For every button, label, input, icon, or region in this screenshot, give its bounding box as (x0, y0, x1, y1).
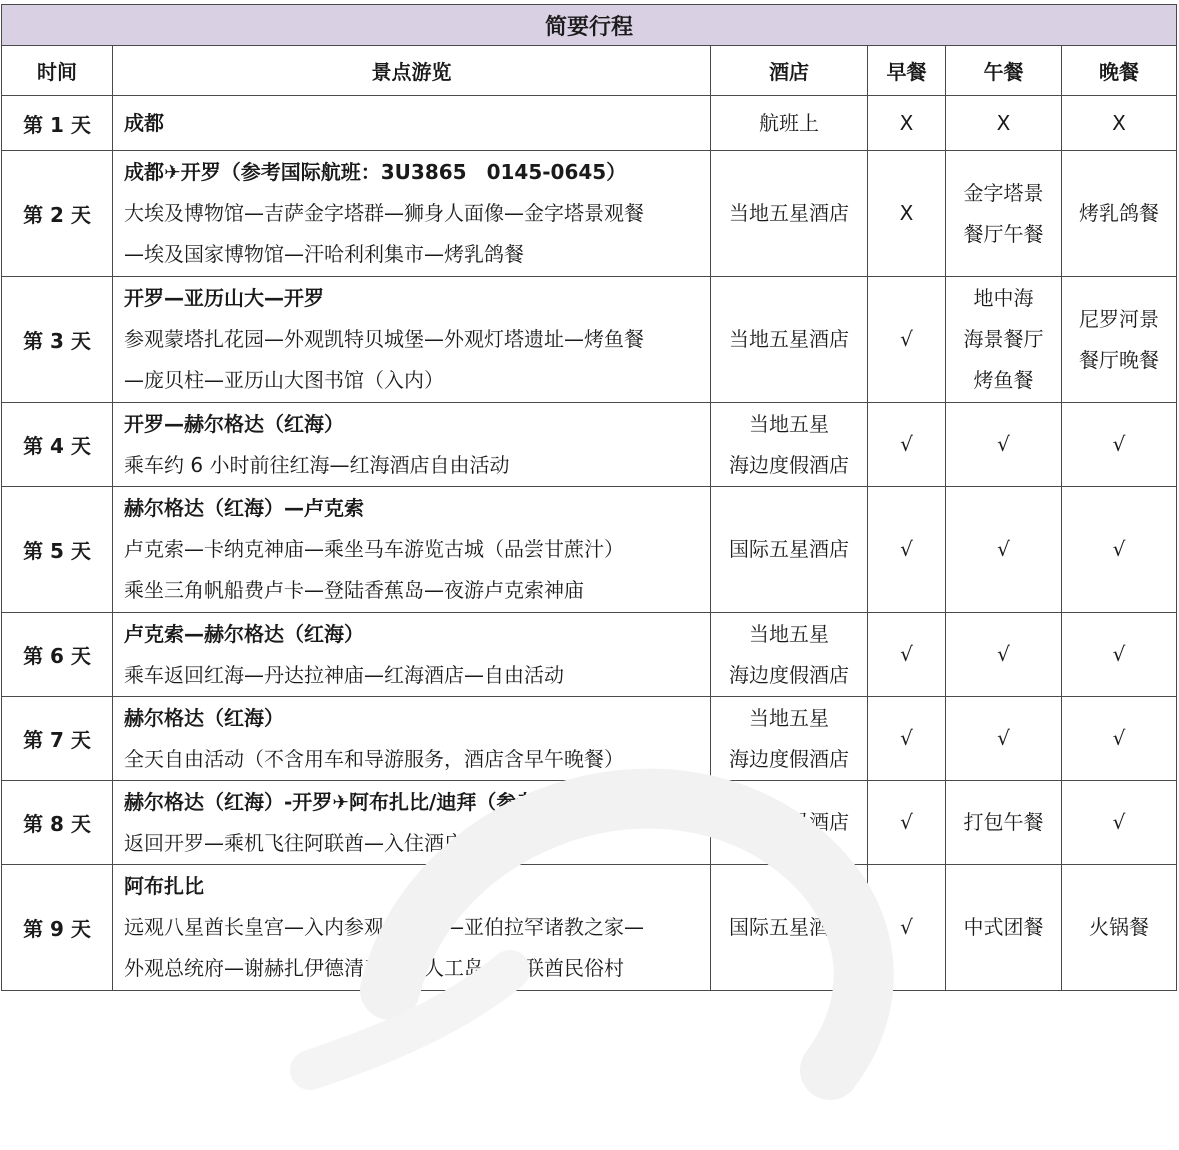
breakfast-cell (868, 403, 946, 487)
dinner-cell (1062, 403, 1177, 487)
table-row (2, 613, 1177, 697)
header-sights: 景点游览 (113, 46, 711, 96)
dinner-text: √ (1112, 537, 1126, 561)
route-line: 卢克索—卡纳克神庙—乘坐马车游览古城（品尝甘蔗汁） (124, 537, 624, 561)
sights-cell (113, 487, 711, 613)
hotel-cell (711, 403, 868, 487)
route-line: —庞贝柱—亚历山大图书馆（入内） (124, 368, 444, 392)
route-title: 成都 (124, 110, 164, 135)
itinerary-body (2, 96, 1177, 991)
dinner-text: √ (1112, 642, 1126, 666)
route-line: 外观总统府—谢赫扎伊德清真寺—人工岛—阿联酋民俗村 (124, 956, 624, 980)
lunch-text: √ (997, 642, 1010, 666)
dinner-text: 尼罗河景 (1079, 306, 1160, 331)
route-title: 成都✈开罗（参考国际航班：3U3865 0145-0645） (124, 160, 627, 184)
dinner-text: X (1112, 110, 1126, 135)
breakfast-cell (868, 697, 946, 781)
hotel-text: 海边度假酒店 (729, 662, 849, 687)
hotel-cell (711, 277, 868, 403)
lunch-text: 金字塔景 (963, 180, 1044, 205)
route-line: 大埃及博物馆—吉萨金字塔群—狮身人面像—金字塔景观餐 (124, 201, 644, 225)
dinner-cell (1062, 697, 1177, 781)
route-line: 参观蒙塔扎花园—外观凯特贝城堡—外观灯塔遗址—烤鱼餐 (124, 327, 644, 351)
lunch-text: X (996, 110, 1011, 135)
route-title: 赫尔格达（红海）-开罗✈阿布扎比/迪拜（参考航班：待告 ） (124, 789, 664, 814)
day-label: 第 9 天 (23, 917, 91, 941)
route-line: 乘车返回红海—丹达拉神庙—红海酒店—自由活动 (124, 662, 564, 687)
route-title: 赫尔格达（红海） (124, 705, 284, 730)
hotel-text: 当地五星 (749, 621, 829, 646)
dinner-cell (1062, 865, 1177, 991)
hotel-text: 海边度假酒店 (729, 746, 849, 771)
route-title: 开罗—赫尔格达（红海） (124, 411, 344, 436)
dinner-text: √ (1112, 432, 1126, 456)
itinerary-table (1, 4, 1177, 991)
dinner-text: 烤乳鸽餐 (1079, 201, 1160, 225)
hotel-text: 当地五星酒店 (729, 201, 849, 225)
table-row (2, 151, 1177, 277)
breakfast-text: √ (900, 810, 913, 834)
hotel-cell (711, 487, 868, 613)
route-line: 乘车约 6 小时前往红海—红海酒店自由活动 (124, 452, 510, 477)
table-row (2, 487, 1177, 613)
lunch-text: 餐厅午餐 (963, 221, 1044, 246)
route-title: 赫尔格达（红海）—卢克索 (124, 496, 364, 520)
table-row (2, 697, 1177, 781)
hotel-text: 国际五星酒店 (729, 810, 849, 834)
hotel-cell (711, 96, 868, 151)
header-breakfast: 早餐 (868, 46, 946, 96)
day-cell (2, 865, 113, 991)
sights-cell (113, 697, 711, 781)
breakfast-cell (868, 96, 946, 151)
table-row (2, 781, 1177, 865)
lunch-cell (946, 613, 1062, 697)
breakfast-text: √ (900, 327, 913, 351)
day-label: 第 4 天 (23, 434, 91, 458)
breakfast-text: √ (900, 915, 913, 939)
lunch-text: √ (997, 432, 1010, 456)
day-label: 第 5 天 (23, 539, 91, 563)
day-cell (2, 781, 113, 865)
lunch-cell (946, 277, 1062, 403)
header-lunch: 午餐 (946, 46, 1062, 96)
lunch-text: 烤鱼餐 (973, 368, 1034, 392)
hotel-text: 国际五星酒店 (729, 537, 849, 561)
day-cell (2, 277, 113, 403)
dinner-cell (1062, 96, 1177, 151)
lunch-cell (946, 781, 1062, 865)
header-time: 时间 (2, 46, 113, 96)
dinner-cell (1062, 781, 1177, 865)
hotel-text: 当地五星 (749, 411, 829, 436)
table-row (2, 96, 1177, 151)
lunch-text: 海景餐厅 (963, 327, 1044, 351)
sights-cell (113, 613, 711, 697)
day-label: 第 7 天 (23, 728, 91, 752)
dinner-cell (1062, 613, 1177, 697)
day-label: 第 6 天 (23, 644, 91, 668)
dinner-cell (1062, 277, 1177, 403)
lunch-cell (946, 96, 1062, 151)
dinner-text: √ (1112, 810, 1126, 834)
lunch-text: √ (997, 726, 1010, 750)
day-cell (2, 697, 113, 781)
sights-cell (113, 865, 711, 991)
hotel-text: 海边度假酒店 (729, 452, 849, 477)
sights-cell (113, 781, 711, 865)
day-label: 第 3 天 (23, 329, 91, 353)
breakfast-cell (868, 781, 946, 865)
hotel-cell (711, 781, 868, 865)
dinner-text: 餐厅晚餐 (1079, 347, 1160, 372)
hotel-text: 当地五星 (749, 705, 829, 730)
breakfast-cell (868, 865, 946, 991)
header-dinner: 晚餐 (1062, 46, 1177, 96)
route-title: 阿布扎比 (124, 874, 204, 898)
route-line: 远观八星酋长皇宫—入内参观卢浮宫—亚伯拉罕诸教之家— (124, 915, 644, 939)
header-hotel: 酒店 (711, 46, 868, 96)
dinner-text: 火锅餐 (1089, 915, 1150, 939)
lunch-text: 地中海 (973, 286, 1034, 310)
lunch-cell (946, 697, 1062, 781)
sights-cell (113, 151, 711, 277)
table-row (2, 865, 1177, 991)
breakfast-cell (868, 151, 946, 277)
lunch-cell (946, 151, 1062, 277)
day-label: 第 2 天 (23, 203, 91, 227)
lunch-cell (946, 403, 1062, 487)
breakfast-cell (868, 487, 946, 613)
hotel-text: 国际五星酒店 (729, 915, 849, 939)
sights-cell (113, 277, 711, 403)
breakfast-text: X (899, 201, 914, 225)
table-title: 简要行程 (2, 5, 1177, 46)
day-label: 第 8 天 (23, 812, 91, 836)
route-line: 乘坐三角帆船费卢卡—登陆香蕉岛—夜游卢克索神庙 (124, 578, 584, 602)
hotel-text: 航班上 (759, 110, 819, 135)
day-cell (2, 151, 113, 277)
route-line: 返回开罗—乘机飞往阿联酋—入住酒店休息 (124, 830, 504, 855)
route-title: 开罗—亚历山大—开罗 (124, 286, 324, 310)
table-row (2, 277, 1177, 403)
day-cell (2, 96, 113, 151)
sights-cell (113, 403, 711, 487)
lunch-cell (946, 865, 1062, 991)
breakfast-text: X (899, 110, 914, 135)
breakfast-text: √ (900, 432, 913, 456)
breakfast-text: √ (900, 537, 913, 561)
sights-cell (113, 96, 711, 151)
hotel-text: 当地五星酒店 (729, 327, 849, 351)
dinner-cell (1062, 487, 1177, 613)
hotel-cell (711, 865, 868, 991)
route-line: 全天自由活动（不含用车和导游服务，酒店含早午晚餐） (124, 746, 624, 771)
lunch-cell (946, 487, 1062, 613)
day-cell (2, 613, 113, 697)
table-row (2, 403, 1177, 487)
breakfast-text: √ (900, 642, 913, 666)
route-title: 卢克索—赫尔格达（红海） (124, 621, 364, 646)
breakfast-cell (868, 277, 946, 403)
hotel-cell (711, 697, 868, 781)
day-cell (2, 403, 113, 487)
lunch-text: √ (997, 537, 1010, 561)
route-line: —埃及国家博物馆—汗哈利利集市—烤乳鸽餐 (124, 242, 524, 266)
lunch-text: 中式团餐 (963, 915, 1044, 939)
hotel-cell (711, 151, 868, 277)
day-label: 第 1 天 (23, 112, 91, 137)
breakfast-cell (868, 613, 946, 697)
breakfast-text: √ (900, 726, 913, 750)
hotel-cell (711, 613, 868, 697)
lunch-text: 打包午餐 (963, 810, 1044, 834)
day-cell (2, 487, 113, 613)
dinner-cell (1062, 151, 1177, 277)
dinner-text: √ (1112, 726, 1126, 750)
